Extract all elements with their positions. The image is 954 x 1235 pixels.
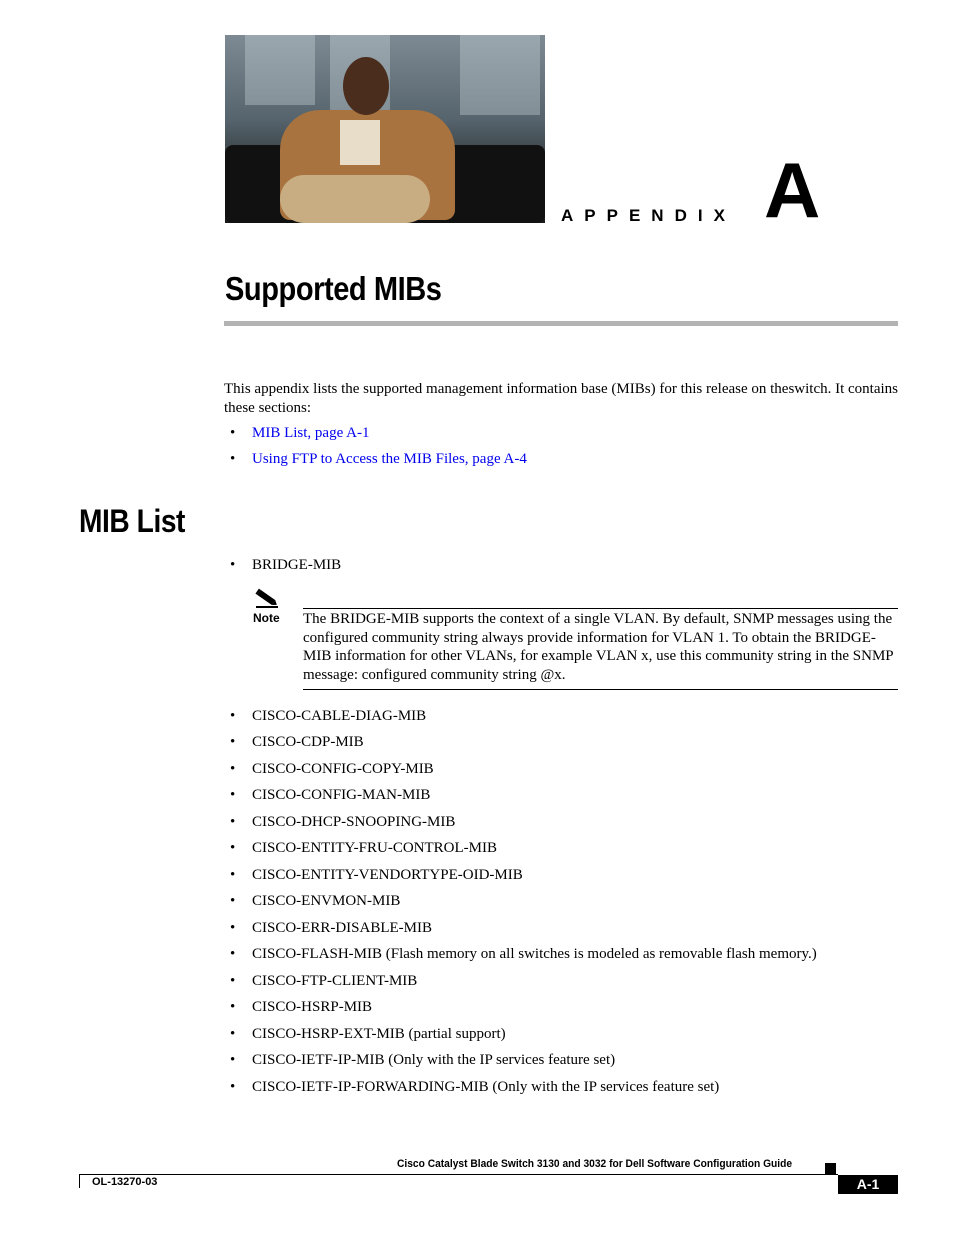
list-item-label: CISCO-ENVMON-MIB [252, 893, 401, 909]
list-item [230, 733, 364, 751]
list-item [230, 760, 434, 778]
list-item [230, 786, 430, 804]
list-item-label: CISCO-FLASH-MIB (Flash memory on all switches is modeled as removable flash memory.) [252, 946, 817, 962]
list-item [230, 945, 817, 963]
list-item-label: CISCO-IETF-IP-MIB (Only with the IP services feature set) [252, 1052, 616, 1068]
list-item-label: CISCO-HSRP-MIB [252, 999, 373, 1015]
list-item-label: CISCO-CABLE-DIAG-MIB [252, 708, 427, 724]
list-item-label: CISCO-CONFIG-COPY-MIB [252, 761, 434, 777]
intro-paragraph: This appendix lists the supported management information base (MIBs) for this release on theswitch. It contains these sections: [224, 381, 899, 416]
bullet: • [230, 1026, 236, 1042]
list-item-label: CISCO-ENTITY-VENDORTYPE-OID-MIB [252, 867, 523, 883]
title-rule [224, 321, 898, 326]
bullet: • [230, 946, 236, 962]
link-mib-list[interactable]: MIB List, page A-1 [252, 425, 370, 441]
list-item-label: CISCO-FTP-CLIENT-MIB [252, 973, 418, 989]
bullet: • [230, 840, 236, 856]
note-bottom-rule [303, 689, 898, 690]
footer-guide-title: Cisco Catalyst Blade Switch 3130 and 3032 for Dell Software Configuration Guide [397, 1158, 793, 1170]
appendix-letter: A [764, 146, 821, 234]
bullet: • [230, 734, 236, 750]
list-item-label: CISCO-IETF-IP-FORWARDING-MIB (Only with the IP services feature set) [252, 1079, 720, 1095]
page-number: A-1 [838, 1175, 898, 1194]
bullet: • [230, 451, 236, 467]
list-item-label: CISCO-CDP-MIB [252, 734, 364, 750]
bullet: • [230, 1079, 236, 1095]
bullet: • [230, 973, 236, 989]
footer-marker [825, 1163, 836, 1174]
note-text: The BRIDGE-MIB supports the context of a single VLAN. By default, SNMP messages using the configured community string always provide information for VLAN 1. To obtain the BRIDGE-MIB information for other VLANs, for example VLAN x, use this community string in the SNMP message: configured community string @x. [303, 611, 894, 683]
list-item-label: CISCO-ERR-DISABLE-MIB [252, 920, 433, 936]
bullet: • [230, 1052, 236, 1068]
bullet: • [230, 999, 236, 1015]
bullet: • [230, 893, 236, 909]
list-item-label: CISCO-ENTITY-FRU-CONTROL-MIB [252, 840, 497, 856]
page-title: Supported MIBs [225, 270, 442, 307]
list-item [230, 450, 527, 468]
list-item [230, 707, 426, 725]
section-heading: MIB List [79, 503, 185, 539]
note-top-rule [303, 608, 898, 609]
note-label: Note [253, 611, 280, 625]
list-item-label: BRIDGE-MIB [252, 557, 342, 573]
pencil-icon [254, 587, 280, 609]
list-item [230, 972, 417, 990]
footer-tick [79, 1174, 80, 1188]
list-item [230, 866, 523, 884]
list-item [230, 556, 341, 574]
bullet: • [230, 787, 236, 803]
appendix-label: APPENDIX [561, 206, 736, 225]
list-item [230, 1078, 719, 1096]
bullet: • [230, 814, 236, 830]
bullet: • [230, 920, 236, 936]
list-item-label: CISCO-DHCP-SNOOPING-MIB [252, 814, 456, 830]
list-item [230, 424, 370, 442]
list-item [230, 813, 455, 831]
bullet: • [230, 425, 236, 441]
footer-rule [79, 1174, 838, 1175]
bullet: • [230, 867, 236, 883]
bullet: • [230, 708, 236, 724]
list-item [230, 1025, 506, 1043]
header-photo [225, 35, 545, 223]
bullet: • [230, 557, 236, 573]
list-item-label: CISCO-HSRP-EXT-MIB (partial support) [252, 1026, 506, 1042]
link-using-ftp[interactable]: Using FTP to Access the MIB Files, page A-4 [252, 451, 527, 467]
bullet: • [230, 761, 236, 777]
list-item [230, 919, 432, 937]
list-item-label: CISCO-CONFIG-MAN-MIB [252, 787, 431, 803]
list-item [230, 839, 497, 857]
list-item [230, 1051, 615, 1069]
list-item [230, 998, 372, 1016]
footer-doc-number: OL-13270-03 [92, 1176, 158, 1188]
list-item [230, 892, 400, 910]
